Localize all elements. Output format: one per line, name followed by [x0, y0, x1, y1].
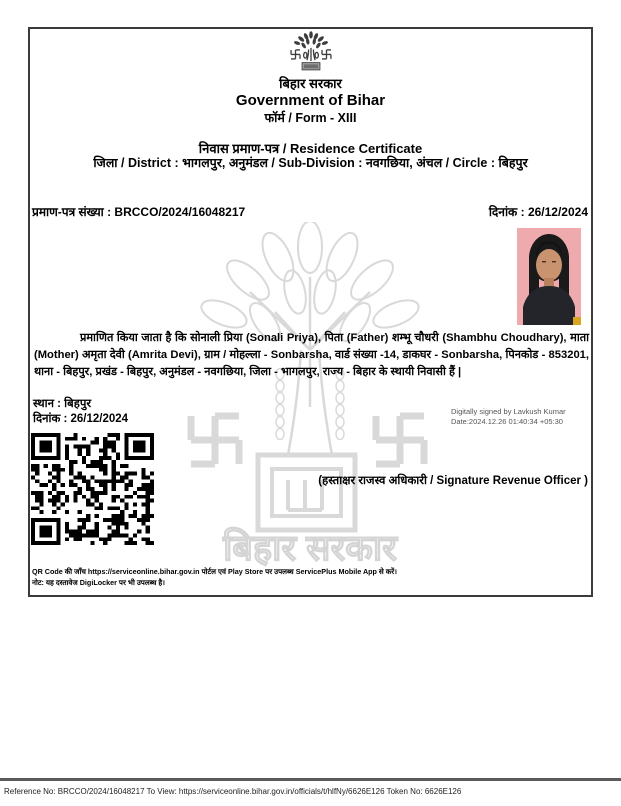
qr-note: QR Code की जाँच https://serviceonline.bihar.gov.in पोर्टल एवं Play Store पर उपलब्ध ServicePlus Mobile App से करें।: [32, 567, 397, 576]
district-line: जिला / District : भागलपुर, अनुमंडल / Sub-Division : नवगछिया, अंचल / Circle : बिहपुर: [93, 156, 528, 170]
digilocker-note: नोट: यह दस्तावेज DigiLocker पर भी उपलब्ध है।: [32, 578, 165, 587]
digital-signature-block: [451, 407, 566, 427]
bihar-seal-watermark-icon: [180, 222, 440, 567]
watermark-text: बिहार सरकार: [223, 527, 397, 567]
place-line: स्थान : बिहपुर: [33, 398, 92, 410]
applicant-photo: [517, 228, 581, 325]
certificate-border-box: [28, 27, 593, 597]
notes-block: [32, 566, 397, 588]
issue-date: दिनांक : 26/12/2024: [488, 205, 588, 219]
certificate-statement: प्रमाणित किया जाता है कि सोनाली प्रिया (Sonali Priya), पिता (Father) शम्भू चौधरी (Shambhu Choudhary), माता (Mother) अमृता देवी (Amrita Devi), ग्राम / मोहल्ला - Sonbarsha, वार्ड संख्या -14, डाकघर - Sonbarsha, पिनकोड - 853201, थाना - बिहपुर, प्रखंड - बिहपुर, अनुमंडल - नवगछिया, जिला - भागलपुर, राज्य - बिहार के स्थायी निवासी हैं |: [34, 332, 589, 378]
footer-divider: [0, 778, 621, 781]
date-line: दिनांक : 26/12/2024: [33, 413, 129, 425]
digital-signature-line1: Digitally signed by Lavkush Kumar: [451, 407, 566, 416]
signature-officer-line: (हस्ताक्षर राजस्व अधिकारी / Signature Revenue Officer ): [318, 475, 588, 487]
digital-signature-line2: Date:2024.12.26 01:40:34 +05:30: [451, 417, 563, 426]
footer-reference: Reference No: BRCCO/2024/16048217 To View: https://serviceonline.bihar.gov.in/officials/t/hlfNy/6626E126 Token No: 6626E126: [4, 787, 462, 796]
meta-row: [32, 203, 588, 220]
govt-title-hindi: बिहार सरकार: [279, 76, 342, 91]
certificate-number: प्रमाण-पत्र संख्या : BRCCO/2024/16048217: [32, 205, 246, 219]
govt-title-english: Government of Bihar: [235, 92, 386, 109]
qr-code: [31, 433, 154, 545]
form-number-line: फॉर्म / Form - XIII: [264, 111, 357, 125]
certificate-title: निवास प्रमाण-पत्र / Residence Certificate: [198, 141, 423, 156]
bihar-emblem-icon: [288, 30, 334, 74]
